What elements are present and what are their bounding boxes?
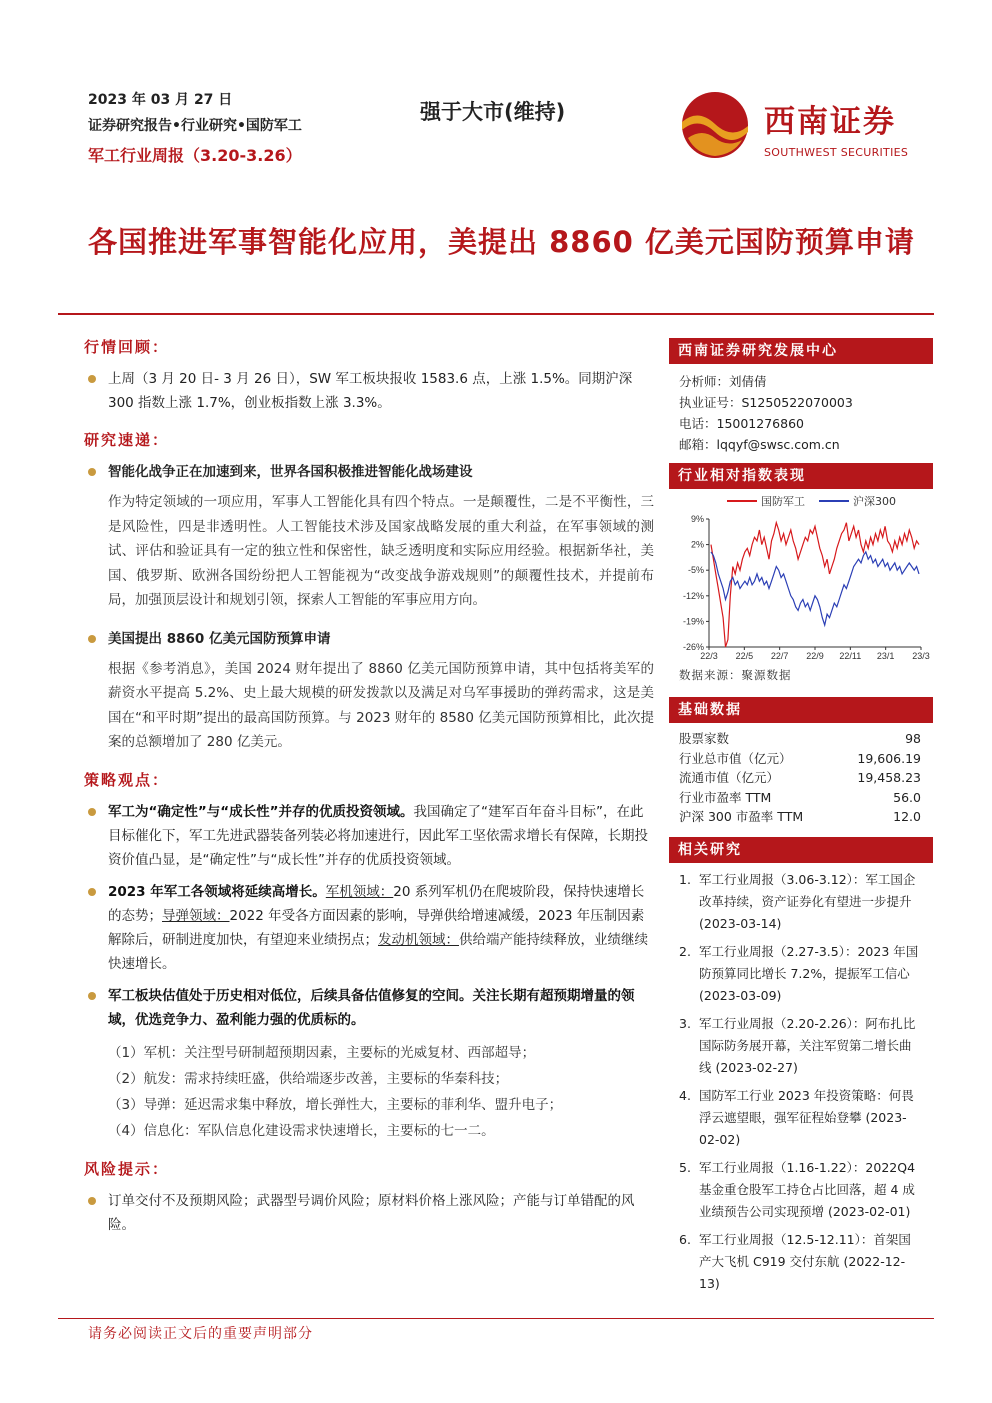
related-research-item[interactable] bbox=[679, 1157, 923, 1223]
risk-text: 订单交付不及预期风险；武器型号调价风险；原材料价格上涨风险；产能与订单错配的风险。 bbox=[84, 1189, 654, 1237]
strategy-point1-bold: 军工为“确定性”与“成长性”并存的优质投资领域。 bbox=[108, 803, 414, 820]
analyst-info bbox=[669, 364, 933, 463]
basic-data-row bbox=[669, 768, 933, 788]
strategy-label-engine: 发动机领域： bbox=[378, 931, 459, 948]
analyst-name: 分析师：刘倩倩 bbox=[679, 374, 767, 389]
research-center-heading: 西南证券研究发展中心 bbox=[669, 338, 933, 364]
y-tick-label: -12% bbox=[682, 590, 704, 601]
research-item1-title: 智能化战争正在加速到来，世界各国积极推进智能化战场建设 bbox=[84, 460, 654, 484]
related-research-item[interactable] bbox=[679, 941, 923, 1007]
basic-data-row bbox=[669, 749, 933, 769]
related-research-num: 3. bbox=[679, 1015, 691, 1031]
rating: 强于大市(维持) bbox=[420, 100, 566, 124]
related-research-text: 军工行业周报（1.16-1.22）：2022Q4 基金重仓股军工持仓占比回落，超 4 成业绩预告公司实现预增 (2023-02-01) bbox=[699, 1159, 916, 1219]
related-research-text: 军工行业周报（12.5-12.11）：首架国产大飞机 C919 交付东航 (2022-12-13) bbox=[699, 1231, 911, 1291]
basic-data-value: 56.0 bbox=[893, 789, 921, 805]
strategy-text-engine: 供给端产能持续释放，业绩继续快速增长。 bbox=[108, 931, 648, 972]
company-logo bbox=[678, 88, 938, 164]
research-item1-text: 作为特定领域的一项应用，军事人工智能化具有四个特点。一是颠覆性，二是不平衡性，三是风险性，四是非透明性。人工智能技术涉及国家战略发展的重大利益，在军事领域的测试、评估和验证具有一定的独立性和保密性，缺乏透明度和实际应用经验。根据新华社，美国、俄罗斯、欧洲各国纷纷把人工智能视为“改变战争游戏规则”的颠覆性技术，并提前布局，加强顶层设计和规划引领，探索人工智能的军事应用方向。 bbox=[108, 494, 654, 608]
y-tick-label: -5% bbox=[687, 565, 704, 576]
basic-data-label: 行业总市值（亿元） bbox=[679, 750, 792, 766]
legend-swatch-hs300 bbox=[819, 500, 849, 502]
review-heading: 行情回顾： bbox=[84, 338, 170, 356]
x-tick-label: 22/5 bbox=[735, 651, 754, 661]
risk-heading: 风险提示： bbox=[84, 1159, 170, 1178]
related-research-item[interactable] bbox=[679, 869, 923, 935]
basic-data-value: 98 bbox=[905, 731, 921, 746]
related-research-item[interactable] bbox=[679, 1229, 923, 1295]
y-tick-label: 2% bbox=[690, 539, 704, 550]
strategy-label-missile: 导弹领域： bbox=[162, 907, 230, 924]
x-tick-label: 23/3 bbox=[912, 651, 930, 661]
chart-legend bbox=[669, 489, 933, 513]
title-divider bbox=[58, 313, 934, 315]
related-research-num: 6. bbox=[679, 1231, 691, 1247]
strategy-list-item: （2）航发：需求持续旺盛，供给端逐步改善，主要标的华秦科技； bbox=[108, 1070, 509, 1087]
legend-label-defense: 国防军工 bbox=[761, 495, 805, 508]
research-heading: 研究速递： bbox=[84, 431, 170, 449]
footer-divider bbox=[58, 1318, 934, 1319]
y-tick-label: -26% bbox=[682, 642, 704, 652]
x-tick-label: 22/3 bbox=[700, 651, 718, 661]
strategy-point2 bbox=[84, 880, 654, 976]
footer-disclaimer: 请务必阅读正文后的重要声明部分 bbox=[88, 1326, 313, 1342]
related-research-num: 5. bbox=[679, 1159, 691, 1175]
y-tick-label: -19% bbox=[682, 616, 704, 627]
related-research-item[interactable] bbox=[679, 1013, 923, 1079]
review-text: 上周（3 月 20 日- 3 月 26 日），SW 军工板块报收 1583.6 点，上涨 1.5%。同期沪深 300 指数上涨 1.7%，创业板指数上涨 3.3%。 bbox=[84, 367, 654, 415]
basic-data-table bbox=[669, 723, 933, 837]
index-performance-heading: 行业相对指数表现 bbox=[669, 463, 933, 489]
report-title: 各国推进军事智能化应用，美提出 8860 亿美元国防预算申请 bbox=[88, 225, 915, 259]
strategy-point1 bbox=[84, 800, 654, 872]
basic-data-label: 沪深 300 市盈率 TTM bbox=[679, 809, 804, 824]
basic-data-row bbox=[669, 788, 933, 808]
strategy-label-aircraft: 军机领域： bbox=[325, 883, 394, 900]
basic-data-label: 行业市盈率 TTM bbox=[679, 789, 772, 805]
basic-data-row bbox=[669, 807, 933, 827]
data-source: 数据来源：聚源数据 bbox=[679, 668, 792, 682]
report-weekly-label: 军工行业周报（3.20-3.26） bbox=[88, 146, 302, 165]
analyst-license: 执业证号：S1250522070003 bbox=[679, 395, 853, 410]
related-research-num: 4. bbox=[679, 1087, 691, 1103]
strategy-point2-bold: 2023 年军工各领域将延续高增长。 bbox=[108, 883, 326, 900]
legend-swatch-defense bbox=[727, 500, 757, 502]
x-tick-label: 22/11 bbox=[839, 651, 862, 661]
legend-label-hs300: 沪深300 bbox=[853, 495, 896, 508]
basic-data-label: 流通市值（亿元） bbox=[679, 770, 780, 785]
related-research-text: 军工行业周报（2.27-3.5）：2023 年国防预算同比增长 7.2%，提振军工信心 (2023-03-09) bbox=[699, 943, 919, 1003]
analyst-email[interactable]: 邮箱：lqqyf@swsc.com.cn bbox=[679, 437, 840, 452]
index-chart bbox=[669, 513, 933, 661]
related-research-text: 军工行业周报（3.06-3.12）：军工国企改革持续，资产证券化有望进一步提升 (2023-03-14) bbox=[699, 871, 916, 931]
strategy-heading: 策略观点： bbox=[84, 770, 170, 789]
main-content bbox=[84, 330, 654, 1237]
sidebar bbox=[669, 338, 933, 1301]
related-research-text: 国防军工行业 2023 年投资策略：何畏浮云遮望眼，强军征程始登攀 (2023-02-02) bbox=[699, 1087, 914, 1147]
strategy-point3: 军工板块估值处于历史相对低位，后续具备估值修复的空间。关注长期有超预期增量的领域，优选竞争力、盈利能力强的优质标的。 bbox=[84, 984, 654, 1032]
related-research-num: 1. bbox=[679, 871, 691, 887]
basic-data-heading: 基础数据 bbox=[669, 697, 933, 723]
y-tick-label: 9% bbox=[690, 514, 704, 524]
basic-data-value: 19,606.19 bbox=[857, 750, 921, 766]
related-research-item[interactable] bbox=[679, 1085, 923, 1151]
strategy-list-item: （3）导弹：延迟需求集中释放，增长弹性大，主要标的菲利华、盟升电子； bbox=[108, 1096, 563, 1113]
report-date: 2023 年 03 月 27 日 bbox=[88, 92, 233, 108]
related-research-num: 2. bbox=[679, 943, 691, 959]
research-item2-text: 根据《参考消息》，美国 2024 财年提出了 8860 亿美元国防预算申请，其中包括将美军的薪资水平提高 5.2%、史上最大规模的研发拨款以及满足对乌军事援助的弹药需求，这是美国在“和平时期”提出的最高国防预算。与 2023 财年的 8580 亿美元国防预算相比，此次提案的总额增加了 280 亿美元。 bbox=[108, 660, 654, 750]
related-research-heading: 相关研究 bbox=[669, 837, 933, 863]
strategy-point1-text: 我国确定了“建军百年奋斗目标”，在此目标催化下，军工先进武器装备列装必将加速进行，因此军工坚依需求增长有保障，长期投资价值凸显，是“确定性”与“成长性”并存的优质投资领域。 bbox=[108, 803, 648, 868]
strategy-list-item: （4）信息化：军队信息化建设需求快速增长，主要标的七一二。 bbox=[108, 1122, 495, 1139]
basic-data-value: 12.0 bbox=[893, 809, 921, 824]
research-item2-title: 美国提出 8860 亿美元国防预算申请 bbox=[84, 627, 654, 651]
x-tick-label: 22/7 bbox=[770, 651, 789, 661]
related-research-list bbox=[669, 863, 933, 1295]
logo-text-en: SOUTHWEST SECURITIES bbox=[764, 146, 909, 159]
strategy-text-missile: 2022 年受各方面因素的影响，导弹供给增速减缓，2023 年压制因素解除后，研制进度加快，有望迎来业绩拐点； bbox=[108, 907, 645, 948]
basic-data-value: 19,458.23 bbox=[857, 770, 921, 785]
strategy-list-item: （1）军机：关注型号研制超预期因素，主要标的光威复材、西部超导； bbox=[108, 1044, 536, 1061]
basic-data-row bbox=[669, 729, 933, 749]
related-research-text: 军工行业周报（2.20-2.26）：阿布扎比国际防务展开幕，关注军贸第二增长曲线 (2023-02-27) bbox=[699, 1015, 916, 1075]
report-type: 证券研究报告•行业研究•国防军工 bbox=[88, 118, 302, 134]
strategy-text-aircraft: 20 系列军机仍在爬坡阶段，保持快速增长的态势； bbox=[108, 883, 645, 924]
x-tick-label: 22/9 bbox=[806, 651, 824, 661]
analyst-phone: 电话：15001276860 bbox=[679, 416, 804, 431]
logo-text-cn: 西南证券 bbox=[764, 104, 896, 140]
basic-data-label: 股票家数 bbox=[679, 731, 730, 746]
x-tick-label: 23/1 bbox=[876, 651, 895, 661]
logo-mark-icon bbox=[678, 88, 752, 162]
